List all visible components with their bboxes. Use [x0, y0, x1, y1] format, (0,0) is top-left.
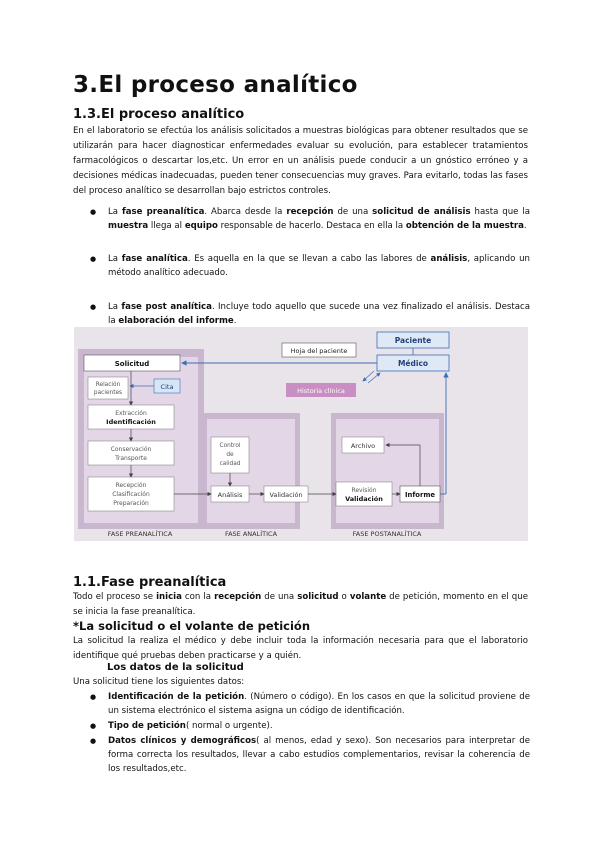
cita-label: Cita — [160, 383, 174, 391]
datos-lead: Una solicitud tiene los siguientes datos: — [73, 677, 245, 687]
caption-analitica: FASE ANALÍTICA — [224, 530, 278, 538]
process-diagram — [74, 327, 528, 541]
caption-postanalitica: FASE POSTANALÍTICA — [352, 530, 422, 538]
datos-list — [90, 690, 530, 776]
archivo-label: Archivo — [350, 442, 376, 450]
historia-clinica-label: Historia clínica — [297, 387, 345, 395]
datos-item-clinicos: ● Datos clínicos y demográficos( al menos, edad y sexo). Son necesarios para interpretar de forma correcta los resultados, llevar a cabo estudios complementarios, revisar la coherencia de los resultados,etc. — [90, 734, 530, 776]
revision-label: Revisión — [351, 487, 377, 494]
intro-paragraph: En el laboratorio se efectúa los análisis solicitados a muestras biológicas para obtener resultados que se utilizarán para hacer diagnosticar enfermedades evaluar su evolución, para establecer tratamientos farmacológicos o descartar los,etc. Un error en un análisis puede conducir a un gnóstico erróneo y a decisiones médicas inadecuadas, pueden tener consecuencias muy graves. Para evitarlo, todas las fases del proceso analítico se desarrollan bajo estrictos controles. — [73, 126, 528, 196]
phase-item-preanalitica: ● La fase preanalítica. Abarca desde la recepción de una solicitud de análisis hasta que la muestra llega al equipo responsable de hacerlo. Destaca en ella la obtención de la muestra. — [90, 205, 530, 233]
datos-item-tipo: ● Tipo de petición( normal o urgente). — [90, 719, 530, 733]
datos-item-identificacion: ● Identificación de la petición. (Número o código). En los casos en que la solicitud proviene de un sistema electrónico el sistema asigna un código de identificación. — [90, 690, 530, 718]
relacion-label-1: Relación — [95, 382, 121, 388]
informe-label: Informe — [404, 491, 436, 499]
caption-preanalitica: FASE PREANALÍTICA — [107, 530, 173, 538]
fase-preanalitica-paragraph: Todo el proceso se inicia con la recepción de una solicitud o volante de petición, momento en el que se inicia la fase preanalítica. — [73, 592, 528, 617]
recepcion-label: Recepción — [115, 482, 147, 489]
clasificacion-label: Clasificación — [112, 491, 150, 498]
conservacion-label-2: Transporte — [115, 455, 147, 462]
phase-item-analitica: ● La fase analítica. Es aquella en la que se llevan a cabo las labores de análisis, aplicando un método analítico adecuado. — [90, 252, 530, 280]
solicitud-label: Solicitud — [114, 360, 150, 368]
section-heading-1-1: 1.1.Fase preanalítica — [73, 575, 227, 590]
control-label-3: calidad — [219, 461, 241, 467]
relacion-label-2: pacientes — [93, 390, 123, 396]
medico-label: Médico — [397, 359, 429, 368]
section-heading-1-3: 1.3.El proceso analítico — [73, 107, 245, 122]
control-label-2: de — [226, 452, 234, 458]
phase-item-postanalitica: ● La fase post analítica. Incluye todo aquello que sucede una vez finalizado el análisis. Destaca la elaboración del informe. — [90, 300, 530, 328]
identificacion-label: Identificación — [106, 418, 156, 426]
phase-list — [90, 205, 530, 328]
solicitud-heading: *La solicitud o el volante de petición — [73, 619, 311, 633]
hoja-paciente-label: Hoja del paciente — [290, 347, 348, 355]
conservacion-label-1: Conservación — [110, 446, 152, 453]
extraccion-label: Extracción — [115, 410, 147, 417]
paciente-label: Paciente — [394, 336, 432, 345]
validacion-label: Validación — [269, 491, 303, 499]
analisis-label: Análisis — [217, 491, 243, 499]
solicitud-paragraph: La solicitud la realiza el médico y debe incluir toda la información necesaria para que el laboratorio identifique qué pruebas deben practicarse y a quién. — [73, 636, 528, 661]
page-title: 3.El proceso analítico — [73, 72, 358, 98]
datos-solicitud-subheading: Los datos de la solicitud — [107, 662, 244, 673]
revision-validacion-label: Validación — [345, 495, 383, 503]
control-label-1: Control — [219, 443, 241, 449]
preparacion-label: Preparación — [113, 500, 149, 507]
